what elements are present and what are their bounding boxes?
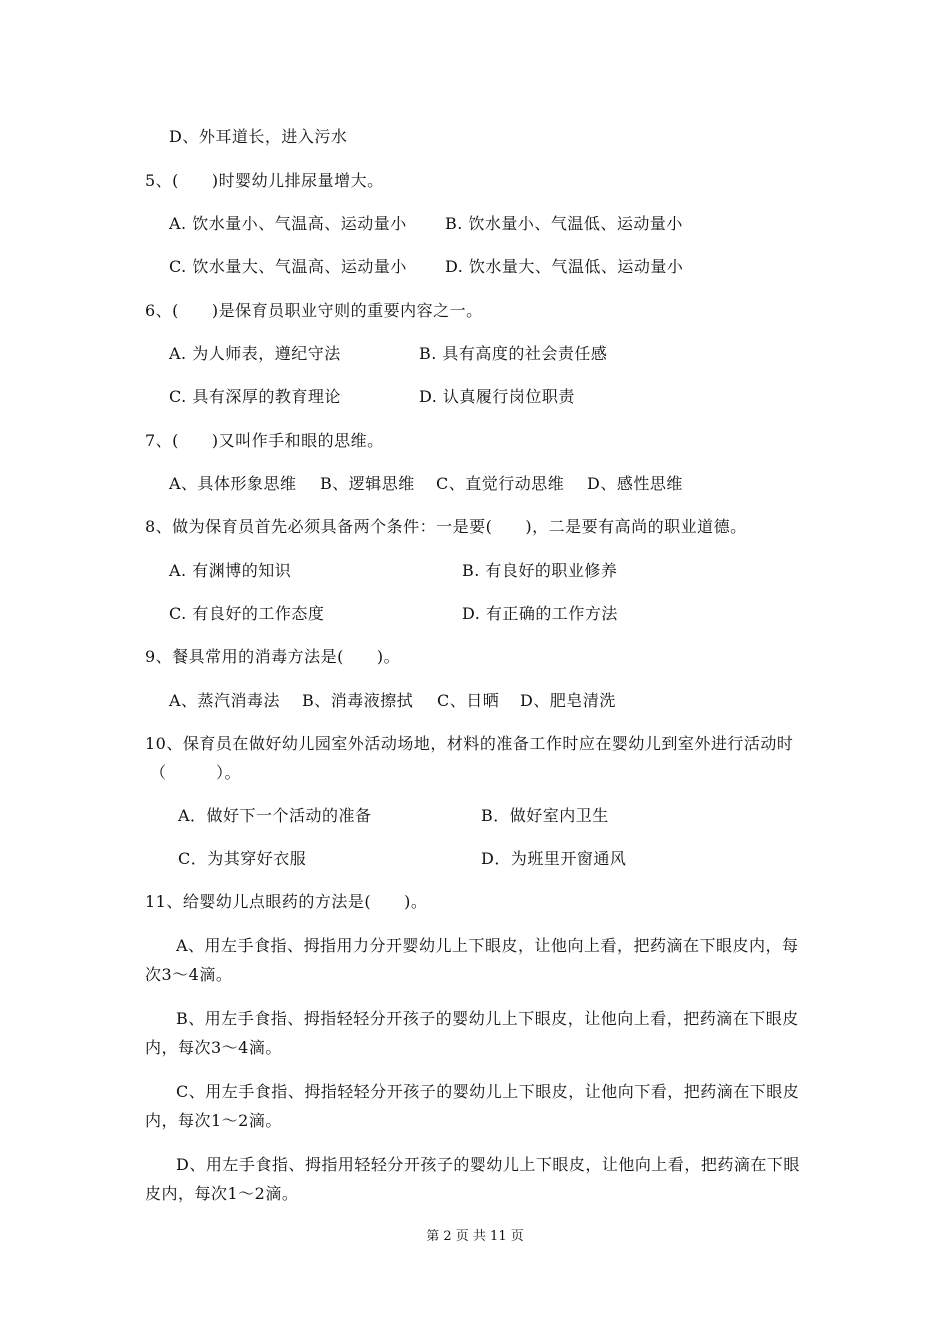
q9-option-d: D、肥皂清洗	[520, 691, 616, 710]
q10-option-d: D．为班里开窗通风	[481, 849, 627, 868]
question-6: 6、( )是保育员职业守则的重要内容之一。	[145, 301, 483, 320]
q7-option-d: D、感性思维	[587, 474, 683, 493]
q6-option-c: C. 具有深厚的教育理论	[169, 387, 341, 406]
question-11: 11、给婴幼儿点眼药的方法是( )。	[145, 892, 428, 911]
q7-option-a: A、具体形象思维	[169, 474, 297, 493]
q9-option-b: B、消毒液擦拭	[302, 691, 414, 710]
q8-option-d: D. 有正确的工作方法	[462, 604, 618, 623]
q7-option-b: B、逻辑思维	[320, 474, 415, 493]
question-10-cont: （ ）。	[150, 763, 242, 782]
q7-option-c: C、直觉行动思维	[436, 474, 565, 493]
question-9: 9、餐具常用的消毒方法是( )。	[145, 647, 401, 666]
q11-option-b-cont: 内，每次3～4滴。	[145, 1038, 282, 1057]
question-7: 7、( )又叫作手和眼的思维。	[145, 431, 384, 450]
q8-option-c: C. 有良好的工作态度	[169, 604, 325, 623]
q11-option-d-cont: 皮内，每次1～2滴。	[145, 1184, 299, 1203]
q11-option-a: A、用左手食指、拇指用力分开婴幼儿上下眼皮，让他向上看，把药滴在下眼皮内，每	[176, 936, 799, 955]
q8-option-a: A. 有渊博的知识	[169, 561, 292, 580]
q11-option-a-cont: 次3～4滴。	[145, 965, 233, 984]
question-8: 8、做为保育员首先必须具备两个条件：一是要( )，二是要有高尚的职业道德。	[145, 517, 747, 536]
q8-option-b: B. 有良好的职业修养	[462, 561, 618, 580]
q5-option-c: C. 饮水量大、气温高、运动量小	[169, 257, 407, 276]
q9-option-c: C、日晒	[437, 691, 500, 710]
q9-option-a: A、蒸汽消毒法	[169, 691, 281, 710]
q5-option-a: A. 饮水量小、气温高、运动量小	[169, 214, 407, 233]
q10-option-b: B．做好室内卫生	[481, 806, 609, 825]
q11-option-c-cont: 内，每次1～2滴。	[145, 1111, 282, 1130]
q4-option-d: D、外耳道长，进入污水	[169, 127, 348, 146]
q10-option-a: A．做好下一个活动的准备	[178, 806, 372, 825]
q10-option-c: C．为其穿好衣服	[178, 849, 307, 868]
q6-option-d: D. 认真履行岗位职责	[419, 387, 575, 406]
q5-option-d: D. 饮水量大、气温低、运动量小	[445, 257, 684, 276]
question-5: 5、( )时婴幼儿排尿量增大。	[145, 171, 384, 190]
page-footer: 第 2 页 共 11 页	[426, 1229, 524, 1244]
q5-option-b: B. 饮水量小、气温低、运动量小	[445, 214, 683, 233]
q11-option-d: D、用左手食指、拇指用轻轻分开孩子的婴幼儿上下眼皮，让他向上看，把药滴在下眼	[176, 1155, 800, 1174]
q6-option-a: A. 为人师表，遵纪守法	[169, 344, 341, 363]
q6-option-b: B. 具有高度的社会责任感	[419, 344, 608, 363]
question-10: 10、保育员在做好幼儿园室外活动场地，材料的准备工作时应在婴幼儿到室外进行活动时	[145, 734, 794, 753]
q11-option-b: B、用左手食指、拇指轻轻分开孩子的婴幼儿上下眼皮，让他向上看，把药滴在下眼皮	[176, 1009, 799, 1028]
q11-option-c: C、用左手食指、拇指轻轻分开孩子的婴幼儿上下眼皮，让他向下看，把药滴在下眼皮	[176, 1082, 800, 1101]
